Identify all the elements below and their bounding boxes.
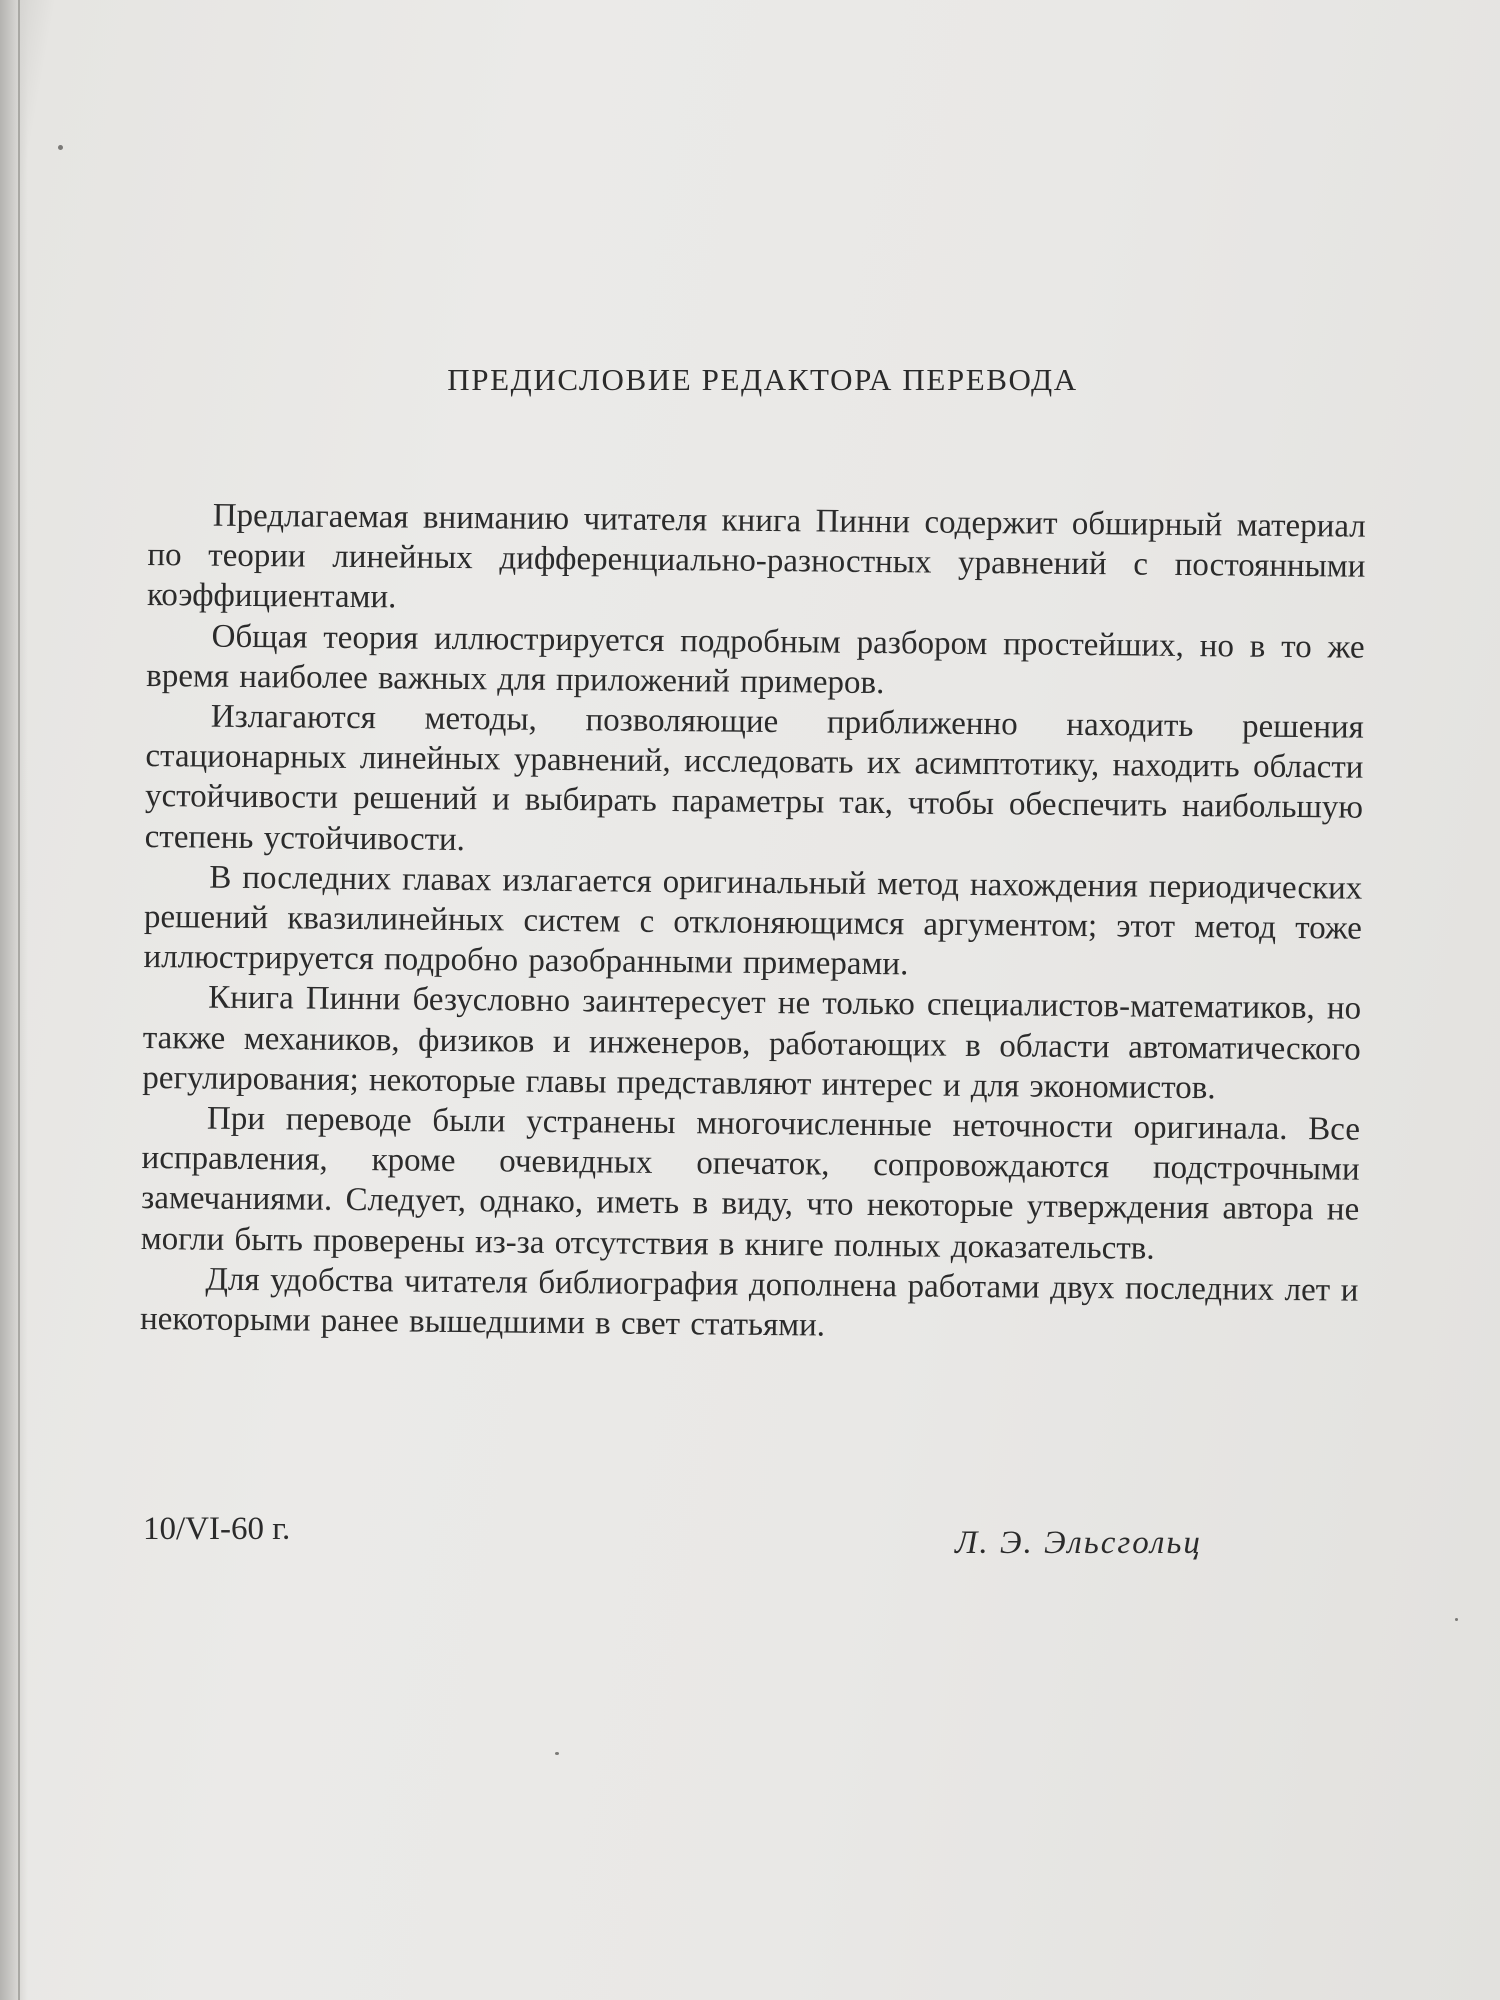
paragraph: Книга Пинни безусловно заинтересует не только специалистов-математиков, но также механиков, физиков и инженеров, работающих в области автоматического регулирования; некоторые главы представляют интерес и для экономистов.: [142, 980, 1362, 1107]
paragraph: В последних главах излагается оригинальный метод нахождения периодических решений квазилинейных систем с отклоняющимся аргументом; этот метод тоже иллюстрируется подробно разобранными примерами.: [143, 859, 1363, 983]
paragraph: Излагаются методы, позволяющие приближенно находить решения стационарных линейных уравнений, исследовать их асимптотику, находить области устойчивости решений и выбирать параметры так, чтобы обеспечить наибольшую степень устойчивости.: [144, 698, 1364, 858]
page-gutter-shadow: [0, 0, 28, 2000]
paragraph: Для удобства читателя библиография дополнена работами двух последних лет и некоторыми ранее вышедшими в свет статьями.: [139, 1261, 1359, 1344]
paragraph: При переводе были устранены многочисленные неточности оригинала. Все исправления, кроме очевидных опечаток, сопровождаются подстрочными замечаниями. Следует, однако, иметь в виду, что некоторые утверждения автора не могли быть проверены из-за отсутствия в книге полных доказательств.: [140, 1100, 1361, 1267]
paragraph: Предлагаемая вниманию читателя книга Пинни содержит обширный материал по теории линейных дифференциально-разностных уравнений с постоянными коэффициентами.: [146, 497, 1366, 616]
paragraph: Общая теория иллюстрируется подробным разбором простейших, но в то же время наиболее важных для приложений примеров.: [146, 618, 1365, 701]
page-edge-line: [18, 0, 20, 2000]
paper-speck: [1455, 1618, 1458, 1621]
paper-speck: [58, 145, 63, 150]
page-title: ПРЕДИСЛОВИЕ РЕДАКТОРА ПЕРЕВОДА: [447, 362, 1078, 397]
editor-signature: Л. Э. Эльсгольц: [955, 1525, 1202, 1561]
preface-date: 10/VI-60 г.: [143, 1511, 291, 1547]
preface-body: [140, 495, 1366, 1351]
paper-speck: [555, 1752, 559, 1755]
